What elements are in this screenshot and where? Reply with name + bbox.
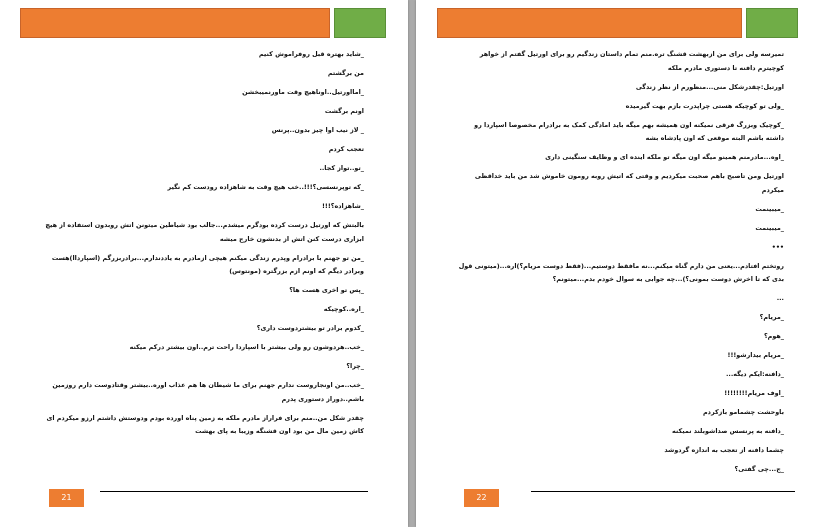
paragraph: چشما دافنه از تعجب به اندازه گردوشد [664, 446, 784, 454]
paragraph: _پس تو اخری هست ها؟ [289, 286, 364, 294]
paragraph: _که توپرنسسی؟!!!..خب هیچ وقت به شاهزاده رودست کم نگیر [167, 183, 364, 191]
paragraph: _مریام؟ [759, 313, 784, 321]
page-text [454, 48, 784, 482]
paragraph: _اوف مریام!!!!!!!! [724, 389, 784, 397]
header-banner-green [746, 8, 798, 38]
paragraph: _ولی تو کوچیکه هستی چراپدرت بازم بهت گیرمیده [625, 101, 784, 110]
paragraph: تعجب کردم [328, 145, 364, 153]
paragraph: اورتیل ومن تاصبح باهم صحبت میکردیم و وقتی که اتیش روبه رومون خاموش شد من باید خداقظی میکردم [474, 172, 784, 194]
page-number: 21 [49, 489, 84, 507]
paragraph: _میبینمت [755, 223, 784, 232]
footer-line [531, 491, 795, 492]
page-text [42, 48, 364, 444]
paragraph: _اوه...مادرمنم همینو میگه اون میگه تو ملکه اینده ای و وظایف سنگینی داری [545, 153, 784, 161]
paragraph: _خب..من اونجاروست ندارم جهنم برای ما شیطان ها هم عذاب اوره..بیشتر وقتادوست دارم روزمین باشم..دوراز دستوری پدرم [52, 381, 364, 403]
paragraph: روتختم افتادم...یعنی من دارم گناه میکنم...نه مافقط دوستیم...(فقط دوست مریام؟)اره...(میتونی قول بدی که تا اخرش دوست بمونی؟)...چه جوابی به سوال خودم بدم...میتونم؟ [458, 261, 784, 283]
paragraph: باوحشت چشمامو بازکردم [703, 408, 784, 416]
header-banner-orange [20, 8, 330, 38]
paragraph: _ لاز نیب اوا چیز بدون..پرنس [271, 126, 364, 134]
header-banner [20, 8, 386, 38]
paragraph: _شاهزاده؟!!! [322, 202, 364, 210]
paragraph: _کوچیک وبزرگ فرقی نمیکنه اون همیشه بهم میگه باید امادگی کمک به برادرام مخصوصا اسپاردا رو داشته باشم البته موقعی که اون پادشاه بشه [474, 120, 784, 142]
paragraph: _مریام بیدارشو!!! [727, 351, 784, 359]
page-number: 22 [464, 489, 499, 507]
paragraph: _تو..تواز کجا.. [319, 164, 364, 172]
paragraph: _دافنه به پرنسس صداشوبلند نمیکنه [672, 427, 784, 435]
paragraph: _من تو جهنم با برادرام وپدرم زندگی میکنم هیچی ازمادرم به یاددندارم...برادربزرگم (اسپارداا)هست وبرادر دیگم که اونم ازم بزرگتره (مونتوس) [51, 253, 364, 275]
paragraph: _ج...چی گفتی؟ [734, 465, 784, 473]
paragraph: اورتیل:چقدرشکل منی...منظورم از نظر زندگی [635, 82, 784, 91]
paragraph: بالبتش که اورتیل درست کرده بودگرم میشدم...جالب بود شیاطین میتونن اتش روبدون استفاده از هیچ ابزاری درست کنن اتش از بدنشون خارج میشه [45, 221, 364, 243]
paragraph: _چرا؟ [346, 362, 364, 370]
paragraph: _هوم؟ [763, 332, 784, 340]
paragraph: اونم برگشت [324, 107, 364, 115]
paragraph: ... [776, 294, 784, 302]
paragraph: ••• [771, 242, 784, 251]
paragraph: تمیرسه ولی برای من ازبهشت قشنگ تره.منم تمام داستان زندگیم رو برای اورتیل گفتم از خواهر کوچیترم دافنه تا دستوری مادرم ملکه [479, 50, 784, 72]
left-page [0, 0, 408, 527]
paragraph: _میبینمت [755, 204, 784, 213]
right-page [416, 0, 825, 527]
header-banner-green [334, 8, 386, 38]
paragraph: _کدوم برادر تو بیشتردوست داری؟ [256, 324, 364, 332]
paragraph: _امااورتیل..اوناهیچ وقت ماورنمیبخشن [242, 88, 364, 96]
paragraph: _شاید بهتره قبل روفراموش کنیم [258, 50, 364, 58]
footer-line [100, 491, 368, 492]
paragraph: من برگشتم [327, 69, 364, 77]
paragraph: _اره..کوچیکه [323, 305, 364, 313]
paragraph: _دافنه:ایکم دیگه... [726, 370, 784, 378]
paragraph: چقدر شکل من..منم برای فراراز مادرم ملکه به زمین پناه اورده بودم ودوستش داشتم ارزو میکردم ای کاش زمین مال من بود اون قشنگه وزیبا به پای بهشت [46, 413, 364, 435]
header-banner-orange [437, 8, 742, 38]
header-banner [437, 8, 798, 38]
paragraph: _خب..هردوشون رو ولی بیشتر با اسپاردا راحت ترم..اون بیشتر درکم میکنه [129, 343, 364, 351]
